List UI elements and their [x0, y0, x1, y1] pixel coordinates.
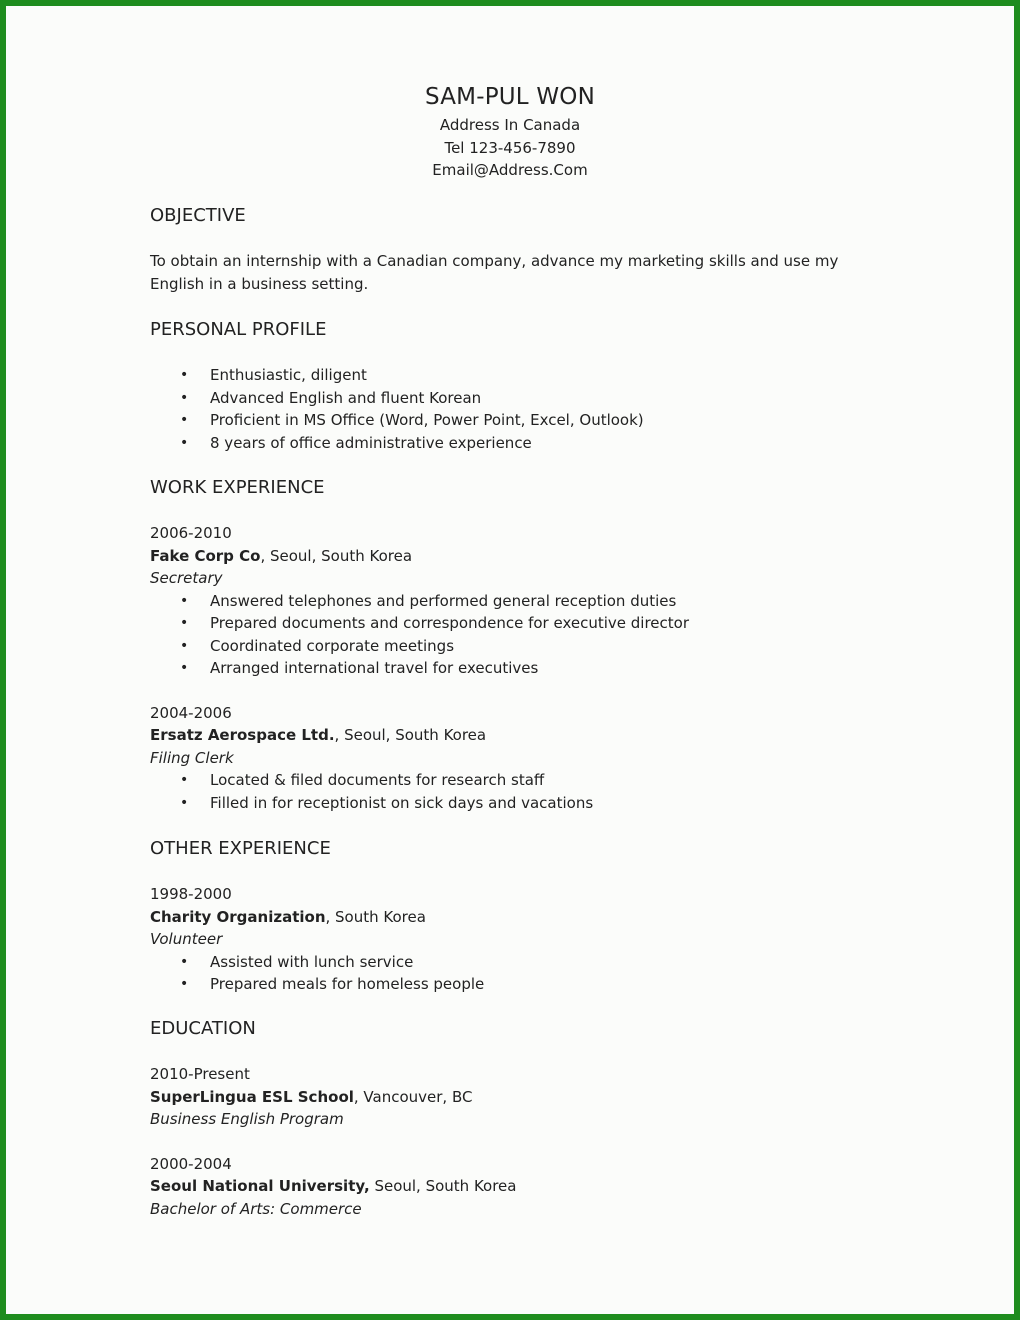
list-item-text: 8 years of office administrative experience	[210, 433, 532, 452]
education-school	[150, 1086, 870, 1109]
school-name: Seoul National University,	[150, 1177, 370, 1195]
list-item	[150, 973, 870, 996]
education-dates: 2010-Present	[150, 1065, 250, 1083]
job-title: Filing Clerk	[150, 748, 234, 767]
list-item	[150, 612, 870, 635]
list-item-text: Prepared documents and correspondence for executive director	[210, 614, 689, 632]
email-line: Email@Address.Com	[432, 161, 588, 179]
education-entry	[150, 1153, 870, 1221]
bullet-icon: •	[180, 434, 189, 451]
employer-name: Fake Corp Co	[150, 546, 261, 565]
profile-section	[150, 318, 870, 454]
list-item	[150, 387, 870, 410]
candidate-name: SAM-PUL WON	[425, 84, 595, 110]
profile-heading: PERSONAL PROFILE	[150, 319, 327, 340]
volunteer-org	[150, 906, 870, 929]
volunteer-dates: 1998-2000	[150, 885, 232, 903]
bullet-icon: •	[180, 637, 189, 654]
org-location: , South Korea	[325, 907, 426, 926]
list-item	[150, 951, 870, 974]
duties-list	[150, 951, 870, 996]
list-item-text: Advanced English and fluent Korean	[210, 388, 482, 407]
resume-header	[360, 80, 660, 182]
list-item-text: Assisted with lunch service	[210, 952, 414, 971]
other-heading: OTHER EXPERIENCE	[150, 838, 331, 859]
bullet-icon: •	[180, 794, 189, 811]
list-item-text: Coordinated corporate meetings	[210, 636, 455, 655]
bullet-icon: •	[180, 412, 189, 428]
bullet-icon: •	[180, 953, 189, 970]
volunteer-role: Volunteer	[150, 930, 223, 948]
list-item-text: Arranged international travel for executives	[210, 659, 539, 677]
list-item	[150, 590, 870, 613]
education-heading: EDUCATION	[150, 1018, 256, 1039]
duties-list	[150, 769, 870, 814]
objective-text-line: To obtain an internship with a Canadian company, advance my marketing skills and use my	[150, 252, 839, 270]
education-section	[150, 1017, 870, 1220]
address-line: Address In Canada	[439, 116, 581, 134]
list-item	[150, 432, 870, 455]
list-item	[150, 769, 870, 792]
job-employer	[150, 545, 870, 568]
list-item	[150, 657, 870, 680]
job-dates: 2004-2006	[150, 703, 232, 722]
bullet-icon: •	[180, 592, 189, 609]
list-item-text: Filled in for receptionist on sick days and vacations	[210, 793, 594, 812]
school-name: SuperLingua ESL School	[150, 1087, 354, 1106]
volunteer-entry	[150, 883, 870, 996]
org-name: Charity Organization	[150, 907, 326, 926]
bullet-icon: •	[180, 389, 189, 406]
objective-text-line: English in a business setting.	[150, 274, 369, 293]
objective-section	[150, 204, 870, 295]
education-entry	[150, 1063, 870, 1131]
job-entry	[150, 702, 870, 815]
bullet-icon: •	[180, 660, 189, 676]
employer-name: Ersatz Aerospace Ltd.	[150, 726, 335, 744]
list-item-text: Answered telephones and performed general reception duties	[210, 591, 677, 610]
job-title: Secretary	[150, 569, 223, 587]
duties-list	[150, 590, 870, 680]
bullet-icon: •	[180, 976, 189, 992]
education-program: Business English Program	[150, 1110, 344, 1128]
bullet-icon: •	[180, 772, 189, 788]
phone-line: Tel 123-456-7890	[444, 138, 576, 157]
list-item	[150, 792, 870, 815]
list-item	[150, 364, 870, 387]
other-section	[150, 837, 870, 996]
education-dates: 2000-2004	[150, 1154, 232, 1173]
objective-text	[150, 250, 870, 295]
objective-heading: OBJECTIVE	[150, 205, 246, 226]
education-program: Bachelor of Arts: Commerce	[150, 1199, 362, 1218]
job-employer	[150, 724, 870, 747]
list-item-text: Enthusiastic, diligent	[210, 366, 367, 384]
list-item-text: Located & filed documents for research staff	[210, 771, 545, 789]
bullet-icon: •	[180, 615, 189, 631]
work-section	[150, 476, 870, 814]
school-location: Seoul, South Korea	[369, 1177, 517, 1195]
employer-location: , Seoul, South Korea	[260, 546, 413, 565]
list-item	[150, 635, 870, 658]
job-dates: 2006-2010	[150, 524, 232, 542]
employer-location: , Seoul, South Korea	[334, 726, 487, 744]
profile-list	[150, 364, 870, 454]
education-school	[150, 1175, 870, 1198]
school-location: , Vancouver, BC	[353, 1087, 473, 1106]
job-entry	[150, 522, 870, 680]
list-item-text: Prepared meals for homeless people	[210, 975, 485, 993]
bullet-icon: •	[180, 367, 189, 383]
list-item	[150, 409, 870, 432]
list-item-text: Proficient in MS Office (Word, Power Point, Excel, Outlook)	[210, 411, 644, 429]
work-heading: WORK EXPERIENCE	[150, 477, 325, 498]
